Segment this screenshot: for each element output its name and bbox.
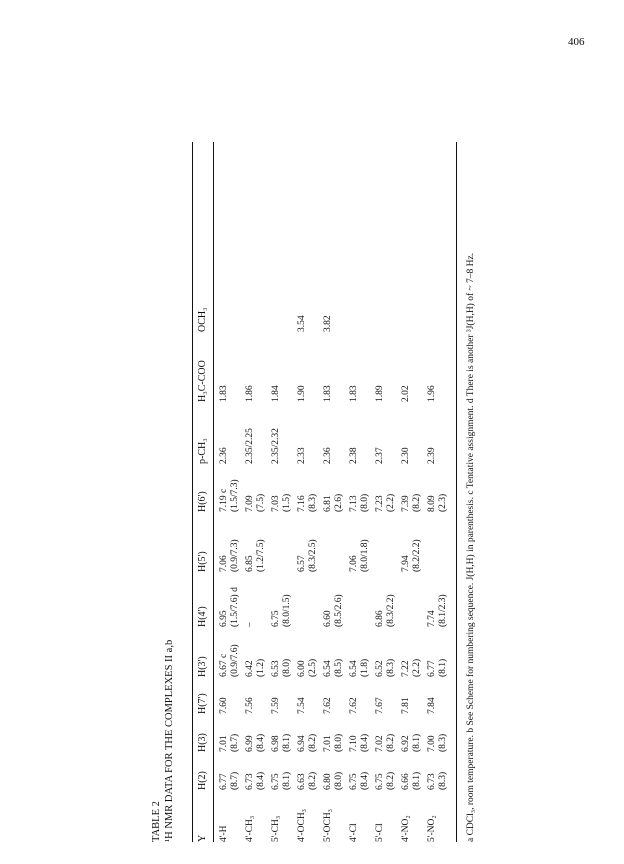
- table-cell: 6.57: [297, 555, 307, 572]
- table-caption: [150, 142, 176, 842]
- rotated-table: [150, 142, 480, 842]
- table-cell: 6.86: [375, 610, 385, 627]
- column-header: H(6'): [197, 491, 208, 512]
- column-header: H₃C-COO: [197, 360, 208, 402]
- table-cell: 6.63: [297, 773, 307, 790]
- table-cell: 2.37: [375, 447, 385, 464]
- table-cell: 2.36: [323, 447, 333, 464]
- coupling-constant: (8.0): [360, 493, 370, 512]
- column-header: H(3): [197, 733, 208, 752]
- coupling-constant: (2.6): [334, 493, 344, 512]
- coupling-constant: (8.0/1.5): [282, 594, 292, 627]
- coupling-constant: (8.3/2.2): [386, 594, 396, 627]
- table-cell: 6.67 c: [219, 653, 229, 677]
- table-cell: 6.75: [271, 610, 281, 627]
- coupling-constant: (2.5): [308, 658, 318, 677]
- table-cell: 7.19 c: [219, 488, 229, 512]
- column-header: OCH₃: [197, 307, 208, 332]
- table-cell: 7.84: [427, 697, 437, 714]
- coupling-constant: (8.0): [334, 733, 344, 752]
- table-cell: 1.86: [245, 385, 255, 402]
- table-cell: 6.80: [323, 773, 333, 790]
- table-cell: 7.74: [427, 610, 437, 627]
- table-cell: 2.30: [401, 447, 411, 464]
- coupling-constant: (8.0): [282, 658, 292, 677]
- coupling-constant: (8.7): [230, 733, 240, 752]
- column-header: Y: [197, 834, 208, 842]
- coupling-constant: (8.1): [412, 733, 422, 752]
- table-cell: 6.77: [427, 660, 437, 677]
- row-label: 4'-CH₃: [245, 815, 255, 842]
- table-cell: 6.81: [323, 495, 333, 512]
- table-cell: 7.09: [245, 495, 255, 512]
- table-cell: 7.23: [375, 495, 385, 512]
- table-cell: 7.10: [349, 735, 359, 752]
- table-cell: 7.62: [323, 697, 333, 714]
- table-cell: 7.67: [375, 697, 385, 714]
- table-cell: 6.95: [219, 610, 229, 627]
- coupling-constant: (8.2): [386, 733, 396, 752]
- table-cell: 1.83: [219, 385, 229, 402]
- table-cell: 7.01: [323, 735, 333, 752]
- table-cell: 2.35/2.32: [271, 428, 281, 464]
- coupling-constant: (8.0/1.8): [360, 539, 370, 572]
- table-cell: 8.09: [427, 495, 437, 512]
- table-cell: 1.83: [349, 385, 359, 402]
- coupling-constant: (8.0): [334, 771, 344, 790]
- coupling-constant: (8.5): [334, 658, 344, 677]
- coupling-constant: (8.1): [282, 771, 292, 790]
- table-cell: 1.90: [297, 385, 307, 402]
- table-cell: 6.99: [245, 735, 255, 752]
- coupling-constant: (8.3/2.5): [308, 539, 318, 572]
- table-cell: 6.85: [245, 555, 255, 572]
- row-label: 4'-NO₂: [401, 815, 411, 842]
- coupling-constant: (1.2): [256, 658, 266, 677]
- column-header: H(2): [197, 771, 208, 790]
- coupling-constant: (8.7): [230, 771, 240, 790]
- coupling-constant: (8.4): [360, 733, 370, 752]
- coupling-constant: (1.8): [360, 658, 370, 677]
- table-cell: 6.77: [219, 773, 229, 790]
- table-label: TABLE 2: [151, 801, 162, 842]
- coupling-constant: (8.2/2.2): [412, 539, 422, 572]
- coupling-constant: (7.5): [256, 493, 266, 512]
- coupling-constant: (2.2): [386, 493, 396, 512]
- table-cell: 7.54: [297, 697, 307, 714]
- table-cell: 6.00: [297, 660, 307, 677]
- coupling-constant: (8.3): [386, 658, 396, 677]
- table-cell: 2.36: [219, 447, 229, 464]
- table-cell: 7.13: [349, 495, 359, 512]
- table-cell: 7.03: [271, 495, 281, 512]
- table-cell: 7.60: [219, 697, 229, 714]
- table-cell: 6.75: [271, 773, 281, 790]
- table-cell: 3.82: [323, 315, 333, 332]
- table-cell: 7.39: [401, 495, 411, 512]
- table-cell: 6.75: [349, 773, 359, 790]
- row-label: 5'-NO₂: [427, 815, 437, 842]
- coupling-constant: (1.5): [282, 493, 292, 512]
- table-cell: –: [245, 622, 255, 627]
- coupling-constant: (8.2): [308, 771, 318, 790]
- table-cell: 2.38: [349, 447, 359, 464]
- table-cell: 6.60: [323, 610, 333, 627]
- table-cell: 6.52: [375, 660, 385, 677]
- row-label: 5'-CH₃: [271, 815, 281, 842]
- coupling-constant: (8.1/2.3): [438, 594, 448, 627]
- header-rule: [213, 142, 214, 842]
- column-header: H(7'): [197, 693, 208, 714]
- top-rule: [192, 142, 193, 842]
- table-cell: 7.00: [427, 735, 437, 752]
- column-header: H(3'): [197, 656, 208, 677]
- coupling-constant: (8.3): [438, 771, 448, 790]
- table-cell: 6.92: [401, 735, 411, 752]
- table-cell: 6.54: [349, 660, 359, 677]
- table-cell: 2.39: [427, 447, 437, 464]
- column-header: p-CH₃: [197, 438, 208, 464]
- table-cell: 3.54: [297, 315, 307, 332]
- row-label: 4'-Cl: [349, 823, 359, 842]
- table-cell: 6.75: [375, 773, 385, 790]
- coupling-constant: (1.2/7.5): [256, 539, 266, 572]
- row-label: 4'-OCH₃: [297, 809, 307, 842]
- table-cell: 7.81: [401, 697, 411, 714]
- page-number: 406: [568, 36, 585, 48]
- table-cell: 2.33: [297, 447, 307, 464]
- coupling-constant: (8.4): [256, 733, 266, 752]
- table-footnote: a CDCl₃, room temperature. b See Scheme for numbering sequence. J(H,H) in parenthesis. c Tentative assignment. d There is another ³J(H,H) of ~ 7–8 Hz.: [466, 252, 476, 842]
- table-cell: 6.73: [245, 773, 255, 790]
- coupling-constant: (2.3): [438, 493, 448, 512]
- coupling-constant: (8.3): [308, 493, 318, 512]
- table-cell: 1.96: [427, 385, 437, 402]
- bottom-rule: [456, 142, 457, 842]
- table-cell: 6.73: [427, 773, 437, 790]
- table-cell: 7.16: [297, 495, 307, 512]
- table-cell: 7.62: [349, 697, 359, 714]
- row-label: 5'-Cl: [375, 823, 385, 842]
- row-label: 4'-H: [219, 825, 229, 842]
- coupling-constant: (8.1): [412, 771, 422, 790]
- column-header: H(5'): [197, 551, 208, 572]
- coupling-constant: (8.5/2.6): [334, 594, 344, 627]
- coupling-constant: (8.4): [360, 771, 370, 790]
- row-label: 5'-OCH₃: [323, 809, 333, 842]
- table-cell: 7.02: [375, 735, 385, 752]
- table-cell: 1.89: [375, 385, 385, 402]
- coupling-constant: (8.2): [386, 771, 396, 790]
- coupling-constant: (8.4): [256, 771, 266, 790]
- table-cell: 6.53: [271, 660, 281, 677]
- table-cell: 6.66: [401, 773, 411, 790]
- coupling-constant: (1.5/7.6) d: [230, 587, 240, 627]
- coupling-constant: (0.9/7.6): [230, 644, 240, 677]
- table-cell: 6.54: [323, 660, 333, 677]
- coupling-constant: (8.1): [282, 733, 292, 752]
- coupling-constant: (8.3): [438, 733, 448, 752]
- table-cell: 1.84: [271, 385, 281, 402]
- table-cell: 7.59: [271, 697, 281, 714]
- coupling-constant: (1.5/7.3): [230, 479, 240, 512]
- coupling-constant: (0.9/7.3): [230, 539, 240, 572]
- coupling-constant: (8.2): [412, 493, 422, 512]
- table-cell: 1.83: [323, 385, 333, 402]
- coupling-constant: (8.1): [438, 658, 448, 677]
- table-cell: 7.06: [219, 555, 229, 572]
- table-cell: 2.35/2.25: [245, 428, 255, 464]
- coupling-constant: (2.2): [412, 658, 422, 677]
- table-cell: 7.22: [401, 660, 411, 677]
- table-cell: 7.56: [245, 697, 255, 714]
- table-cell: 7.94: [401, 555, 411, 572]
- table-cell: 7.06: [349, 555, 359, 572]
- coupling-constant: (8.2): [308, 733, 318, 752]
- column-header: H(4'): [197, 606, 208, 627]
- table-cell: 6.94: [297, 735, 307, 752]
- table-title: ¹H NMR DATA FOR THE COMPLEXES II a,b: [164, 639, 175, 842]
- table-cell: 7.01: [219, 735, 229, 752]
- table-cell: 6.98: [271, 735, 281, 752]
- table-cell: 2.02: [401, 385, 411, 402]
- table-cell: 6.42: [245, 660, 255, 677]
